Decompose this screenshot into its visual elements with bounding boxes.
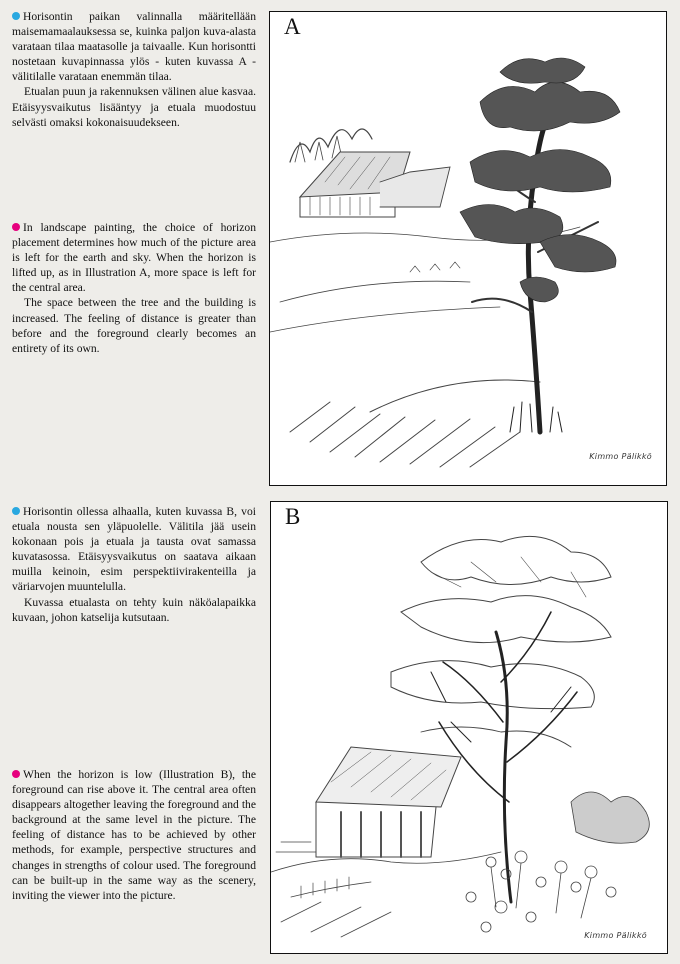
sketch-a-drawing	[270, 12, 667, 486]
paragraph-text: Etualan puun ja rakennuksen välinen alue kasvaa. Etäisyysvaikutus lisääntyy ja etuala muodostuu selvästi omaksi kokonaisuudekseen.	[12, 85, 256, 129]
paragraph-text: The space between the tree and the building is increased. The feeling of distance is greater than before and the foreground clearly becomes an entirety of its own.	[12, 296, 256, 355]
paragraph-text: Horisontin paikan valinnalla määritellään maisemamaalauksessa se, kuinka paljon kuva-alasta varataan tilaa maatasolle ja taivaalle. Kun horisontti nostetaan kuvapinnassa ylös - kuten kuvassa A - välitilalle varataan enemmän tilaa.	[12, 10, 256, 84]
paragraph-text: In landscape painting, the choice of horizon placement determines how much of the picture area is left for the earth and sky. When the horizon is lifted up, as in Illustration A, more space is left for the central area.	[12, 221, 256, 295]
bullet-english-icon	[12, 770, 20, 778]
bullet-english-icon	[12, 223, 20, 231]
paragraph-text: Horisontin ollessa alhaalla, kuten kuvassa B, voi etuala nousta sen yläpuolelle. Välitila jää usein kokonaan pois ja etuala ja tausta ovat samassa kuvatasossa. Etäisyysvaikutus on saatava aikaan muilla keinoin, esim perspektiivirakenteilla ja väriarvojen muuntelulla.	[12, 505, 256, 594]
paragraph-english-b	[12, 767, 256, 903]
artist-signature: Kimmo Pälikkö	[589, 452, 652, 461]
paragraph-finnish-a	[12, 9, 256, 130]
artist-signature: Kimmo Pälikkö	[584, 931, 647, 940]
illustration-label-a: A	[284, 14, 301, 39]
illustration-a	[269, 11, 667, 486]
illustration-label-b: B	[285, 504, 301, 529]
illustration-b	[270, 501, 668, 954]
paragraph-finnish-b	[12, 504, 256, 625]
bullet-finnish-icon	[12, 12, 20, 20]
paragraph-text: Kuvassa etualasta on tehty kuin näköalapaikka kuvaan, johon katselija kutsutaan.	[12, 595, 256, 624]
text-column	[0, 0, 262, 964]
paragraph-english-a	[12, 220, 256, 356]
sketch-b-drawing	[271, 502, 668, 954]
bullet-finnish-icon	[12, 507, 20, 515]
paragraph-text: When the horizon is low (Illustration B), the foreground can rise above it. The central area often disappears altogether leaving the foreground and the background at the same level in the picture. The feeling of distance has to be achieved by other methods, for example, perspective structures and changes in strengths of colour used. The foreground can be built-up in the same way as the scenery, inviting the viewer into the picture.	[12, 768, 256, 902]
